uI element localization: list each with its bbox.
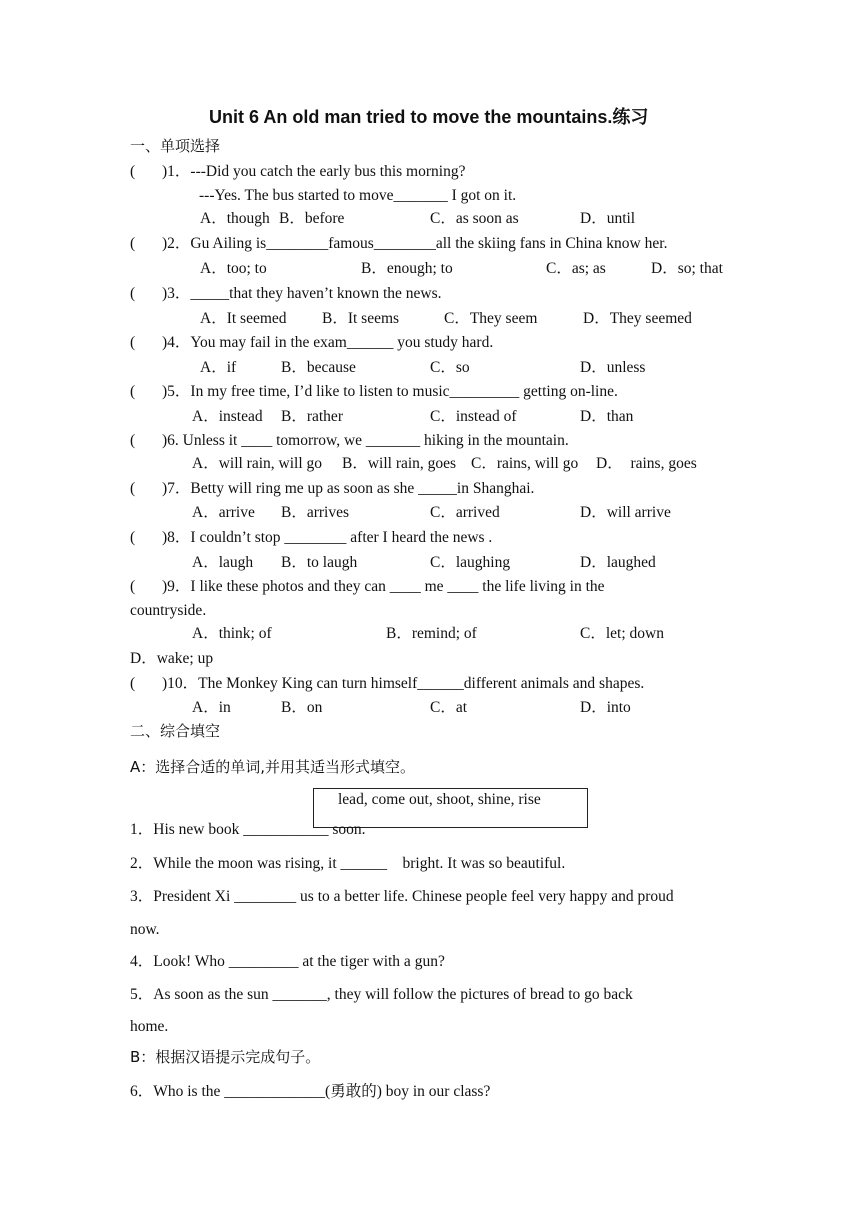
answer-paren: ( <box>130 480 136 497</box>
option-d: D．so; that <box>651 260 723 277</box>
option-a: A．arrive <box>192 504 255 521</box>
fill-item-5: 5．As soon as the sun _______, they will follow the pictures of bread to go back <box>130 986 633 1003</box>
part-a-instruction: A：选择合适的单词,并用其适当形式填空。 <box>130 758 416 776</box>
option-b: B．on <box>281 699 323 716</box>
option-b: B．arrives <box>281 504 350 521</box>
question-text: )9．I like these photos and they can ____ me ____ the life living in the <box>162 578 605 595</box>
option-c: C．arrived <box>430 504 500 521</box>
word-bank-text: lead, come out, shoot, shine, rise <box>338 791 541 808</box>
option-a: A．though <box>200 210 270 227</box>
option-a: A．in <box>192 699 231 716</box>
option-d: D．into <box>580 699 631 716</box>
option-c: C．instead of <box>430 408 517 425</box>
answer-paren: ( <box>130 432 136 449</box>
question-text: )8．I couldn’t stop ________ after I heard the news . <box>162 529 493 546</box>
option-d: D．until <box>580 210 636 227</box>
option-b: B．before <box>279 210 345 227</box>
option-b: B．It seems <box>322 310 400 327</box>
fill-item-3: 3．President Xi ________ us to a better life. Chinese people feel very happy and proud <box>130 888 674 905</box>
question-text-line2: ---Yes. The bus started to move_______ I got on it. <box>199 187 517 204</box>
option-b: B．rather <box>281 408 343 425</box>
option-b: B．will rain, goes <box>342 455 457 472</box>
part-b-instruction: B：根据汉语提示完成句子。 <box>130 1048 321 1066</box>
option-c: C．so <box>430 359 470 376</box>
option-a: A．think; of <box>192 625 272 642</box>
page-title: Unit 6 An old man tried to move the mountains.练习 <box>209 107 649 127</box>
option-d: D．They seemed <box>583 310 692 327</box>
answer-paren: ( <box>130 285 136 302</box>
option-b: B．enough; to <box>361 260 453 277</box>
option-a: A．too; to <box>200 260 267 277</box>
question-text: )6. Unless it ____ tomorrow, we _______ hiking in the mountain. <box>162 432 569 449</box>
answer-paren: ( <box>130 163 136 180</box>
option-d: D．laughed <box>580 554 656 571</box>
option-d: D． rains, goes <box>596 455 697 472</box>
answer-paren: ( <box>130 529 136 546</box>
question-text: )10．The Monkey King can turn himself______different animals and shapes. <box>162 675 645 692</box>
option-c: C．at <box>430 699 468 716</box>
section-heading-fill-in: 二、综合填空 <box>130 722 221 740</box>
option-d: D．wake; up <box>130 650 214 667</box>
option-a: A．if <box>200 359 237 376</box>
option-d: D．than <box>580 408 634 425</box>
fill-item-1: 1．His new book ___________ soon. <box>130 821 366 838</box>
option-c: C．rains, will go <box>471 455 579 472</box>
question-text: )1．---Did you catch the early bus this morning? <box>162 163 466 180</box>
option-b: B．remind; of <box>386 625 477 642</box>
option-a: A．will rain, will go <box>192 455 323 472</box>
question-text-line2: countryside. <box>130 602 207 619</box>
option-c: C．let; down <box>580 625 664 642</box>
option-c: C．laughing <box>430 554 511 571</box>
option-a: A．It seemed <box>200 310 287 327</box>
option-c: C．as; as <box>546 260 606 277</box>
option-c: C．as soon as <box>430 210 519 227</box>
question-text: )5．In my free time, I’d like to listen to music_________ getting on-line. <box>162 383 618 400</box>
question-text: )3．_____that they haven’t known the news. <box>162 285 442 302</box>
answer-paren: ( <box>130 383 136 400</box>
option-c: C．They seem <box>444 310 538 327</box>
option-a: A．laugh <box>192 554 254 571</box>
question-text: )4．You may fail in the exam______ you study hard. <box>162 334 494 351</box>
question-text: )2．Gu Ailing is________famous________all the skiing fans in China know her. <box>162 235 668 252</box>
option-b: B．because <box>281 359 356 376</box>
question-text: )7．Betty will ring me up as soon as she _____in Shanghai. <box>162 480 535 497</box>
fill-item-5-line2: home. <box>130 1018 169 1035</box>
answer-paren: ( <box>130 675 136 692</box>
option-a: A．instead <box>192 408 263 425</box>
answer-paren: ( <box>130 578 136 595</box>
option-d: D．unless <box>580 359 646 376</box>
section-heading-multiple-choice: 一、单项选择 <box>130 137 221 155</box>
answer-paren: ( <box>130 235 136 252</box>
fill-item-2: 2．While the moon was rising, it ______ bright. It was so beautiful. <box>130 855 566 872</box>
fill-item-4: 4．Look! Who _________ at the tiger with a gun? <box>130 953 445 970</box>
option-d: D．will arrive <box>580 504 671 521</box>
fill-item-6: 6．Who is the _____________(勇敢的) boy in our class? <box>130 1083 491 1100</box>
fill-item-3-line2: now. <box>130 921 160 938</box>
answer-paren: ( <box>130 334 136 351</box>
option-b: B．to laugh <box>281 554 358 571</box>
